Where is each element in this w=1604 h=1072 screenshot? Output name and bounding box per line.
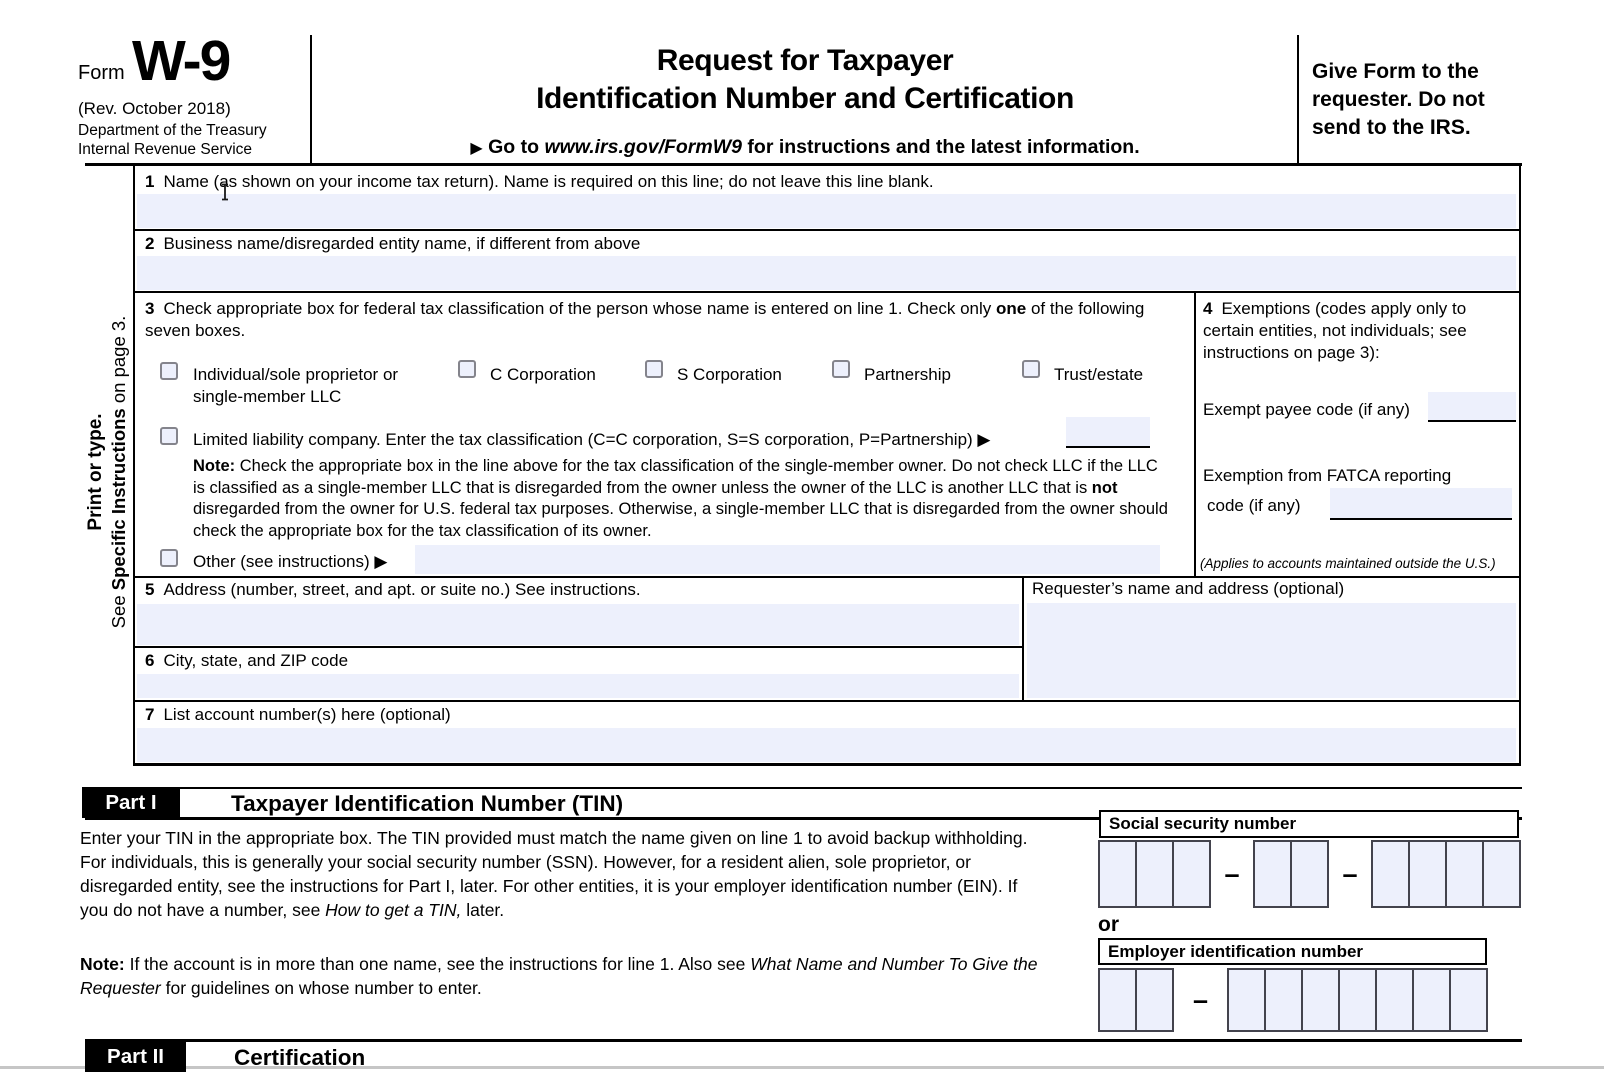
tin-digit-cell[interactable] — [1371, 840, 1410, 908]
ein-label-box: Employer identification number — [1098, 938, 1487, 965]
tin-cell-group — [1253, 840, 1329, 908]
ssn-label-box: Social security number — [1099, 810, 1519, 838]
applies-note: (Applies to accounts maintained outside the U.S.) — [1200, 556, 1496, 571]
form-header — [0, 0, 1604, 166]
business-name-input[interactable] — [137, 256, 1516, 290]
tin-digit-cell[interactable] — [1445, 840, 1484, 908]
print-or-type-sidebar — [84, 277, 130, 667]
checkbox-partnership[interactable] — [832, 360, 850, 378]
checkbox-trust-estate-label: Trust/estate — [1054, 365, 1144, 384]
tin-digit-cell[interactable] — [1227, 968, 1266, 1032]
exempt-payee-input[interactable] — [1428, 392, 1516, 422]
address-input[interactable] — [137, 604, 1019, 645]
checkbox-individual[interactable] — [160, 362, 178, 380]
tin-cell-group — [1227, 968, 1488, 1032]
tin-dash: – — [1224, 858, 1240, 889]
line3-label: 3 Check appropriate box for federal tax classification of the person whose name is entered on line 1. Check only one of the following seven boxes. — [145, 299, 1145, 340]
tin-digit-cell[interactable] — [1408, 840, 1447, 908]
line1-label: 1 Name (as shown on your income tax return). Name is required on this line; do not leave this line blank. — [145, 172, 934, 191]
tin-digit-cell[interactable] — [1301, 968, 1340, 1032]
part1-note: Note: If the account is in more than one name, see the instructions for line 1. Also see What Name and Number To Give the Requester for guidelines on whose number to enter. — [80, 954, 1038, 998]
city-state-zip-input[interactable] — [137, 674, 1019, 698]
tin-dash: – — [1192, 984, 1209, 1015]
other-input[interactable] — [415, 545, 1160, 574]
table-left-border — [133, 166, 135, 765]
account-numbers-input[interactable] — [137, 728, 1516, 762]
llc-label: Limited liability company. Enter the tax classification (C=C corporation, S=S corporation, P=Partnership) ▶ — [193, 430, 991, 449]
irs-url[interactable]: www.irs.gov/FormW9 — [544, 136, 742, 158]
line3-note: Note: Check the appropriate box in the line above for the tax classification of the single-member owner. Do not check LLC if the LLC is classified as a single-member LLC that is disregarded from the owner unless the owner of the LLC is another LLC that is not disregarded from the owner for U.S. federal tax purposes. Otherwise, a single-member LLC that is disregarded from the owner should check the appropriate box for the tax classification of its owner. — [193, 457, 1168, 540]
row-divider-5 — [133, 700, 1521, 702]
checkbox-trust-estate[interactable] — [1022, 360, 1040, 378]
part2-label: Part II — [85, 1042, 186, 1072]
form-title-line1: Request for Taxpayer — [656, 44, 954, 77]
llc-classification-input[interactable] — [1066, 417, 1150, 448]
tin-digit-cell[interactable] — [1375, 968, 1414, 1032]
goto-instructions-line: ▶ Go to www.irs.gov/FormW9 for instructions and the latest information. — [470, 136, 1140, 158]
exempt-payee-label: Exempt payee code (if any) — [1203, 400, 1410, 419]
ein-cells-row — [1098, 968, 1488, 1032]
requester-input[interactable] — [1027, 603, 1516, 698]
tin-digit-cell[interactable] — [1412, 968, 1451, 1032]
table-bottom-rule — [133, 763, 1521, 766]
tin-cell-group — [1098, 968, 1174, 1032]
tin-digit-cell[interactable] — [1135, 840, 1174, 908]
arrow-icon: ▶ — [470, 140, 483, 157]
box3-box4-divider — [1194, 291, 1196, 578]
fatca-code-input[interactable] — [1330, 488, 1512, 520]
checkbox-c-corporation-label: C Corporation — [490, 365, 596, 384]
ssn-cells-row — [1098, 840, 1521, 908]
line7-label: 7 List account number(s) here (optional) — [145, 705, 451, 724]
form-word: Form — [78, 62, 125, 84]
tin-digit-cell[interactable] — [1098, 968, 1137, 1032]
checkbox-s-corporation[interactable] — [645, 360, 663, 378]
part1-title: Taxpayer Identification Number (TIN) — [231, 791, 624, 816]
checkbox-individual-label: Individual/sole proprietor or single-member LLC — [193, 365, 399, 406]
line4-label: 4 Exemptions (codes apply only to certain entities, not individuals; see instructions on page 3): — [1203, 299, 1467, 362]
row-divider-2 — [133, 291, 1521, 293]
or-label: or — [1098, 913, 1119, 936]
part2-top-rule — [85, 1039, 1522, 1042]
form-title-line2: Identification Number and Certification — [536, 82, 1074, 115]
tin-digit-cell[interactable] — [1098, 840, 1137, 908]
requester-label: Requester’s name and address (optional) — [1032, 579, 1345, 598]
row-divider-3 — [133, 576, 1521, 578]
agency-line1: Department of the Treasury — [78, 122, 267, 139]
tin-cell-group — [1098, 840, 1211, 908]
other-label: Other (see instructions) ▶ — [193, 552, 388, 571]
row-divider-1 — [133, 229, 1521, 231]
part1-top-rule — [85, 787, 1522, 789]
tin-digit-cell[interactable] — [1253, 840, 1292, 908]
form-number: W-9 — [132, 29, 230, 93]
line6-label: 6 City, state, and ZIP code — [145, 651, 349, 670]
tin-cell-group — [1371, 840, 1521, 908]
tin-digit-cell[interactable] — [1264, 968, 1303, 1032]
address-requester-divider — [1022, 576, 1024, 702]
header-divider-left — [310, 35, 312, 163]
tin-dash: – — [1342, 858, 1358, 889]
table-right-border — [1519, 166, 1521, 765]
text-cursor-icon — [219, 183, 231, 201]
part1-label: Part I — [82, 787, 180, 818]
line2-label: 2 Business name/disregarded entity name, if different from above — [145, 234, 641, 253]
tin-digit-cell[interactable] — [1290, 840, 1329, 908]
checkbox-s-corporation-label: S Corporation — [677, 365, 782, 384]
checkbox-llc[interactable] — [160, 427, 178, 445]
header-bottom-rule — [85, 163, 1522, 166]
fatca-label-line2: code (if any) — [1207, 496, 1301, 515]
tin-digit-cell[interactable] — [1172, 840, 1211, 908]
row-divider-4 — [133, 646, 1022, 648]
fatca-label-line1: Exemption from FATCA reporting — [1203, 466, 1452, 485]
name-input[interactable] — [137, 194, 1516, 228]
checkbox-other[interactable] — [160, 549, 178, 567]
give-form-notice: Give Form to the requester. Do not send to the IRS. — [1312, 60, 1485, 139]
form-revision: (Rev. October 2018) — [78, 99, 231, 118]
header-divider-right — [1297, 35, 1299, 163]
agency-line2: Internal Revenue Service — [78, 141, 253, 158]
part2-title: Certification — [234, 1045, 366, 1070]
tin-digit-cell[interactable] — [1449, 968, 1488, 1032]
sidebar-line1: Print or type. — [85, 413, 106, 531]
part1-intro: Enter your TIN in the appropriate box. The TIN provided must match the name given on line 1 to avoid backup withholding. For individuals, this is generally your social security number (SSN). However, for a resident alien, sole proprietor, or disregarded entity, see the instructions for Part I, later. For other entities, it is your employer identification number (EIN). If you do not have a number, see How to get a TIN, later. — [80, 828, 1028, 920]
sidebar-line2: See Specific Instructions on page 3. — [108, 315, 129, 629]
checkbox-c-corporation[interactable] — [458, 360, 476, 378]
tin-digit-cell[interactable] — [1482, 840, 1521, 908]
tin-digit-cell[interactable] — [1135, 968, 1174, 1032]
line5-label: 5 Address (number, street, and apt. or suite no.) See instructions. — [145, 580, 641, 599]
tin-digit-cell[interactable] — [1338, 968, 1377, 1032]
checkbox-partnership-label: Partnership — [864, 365, 951, 384]
